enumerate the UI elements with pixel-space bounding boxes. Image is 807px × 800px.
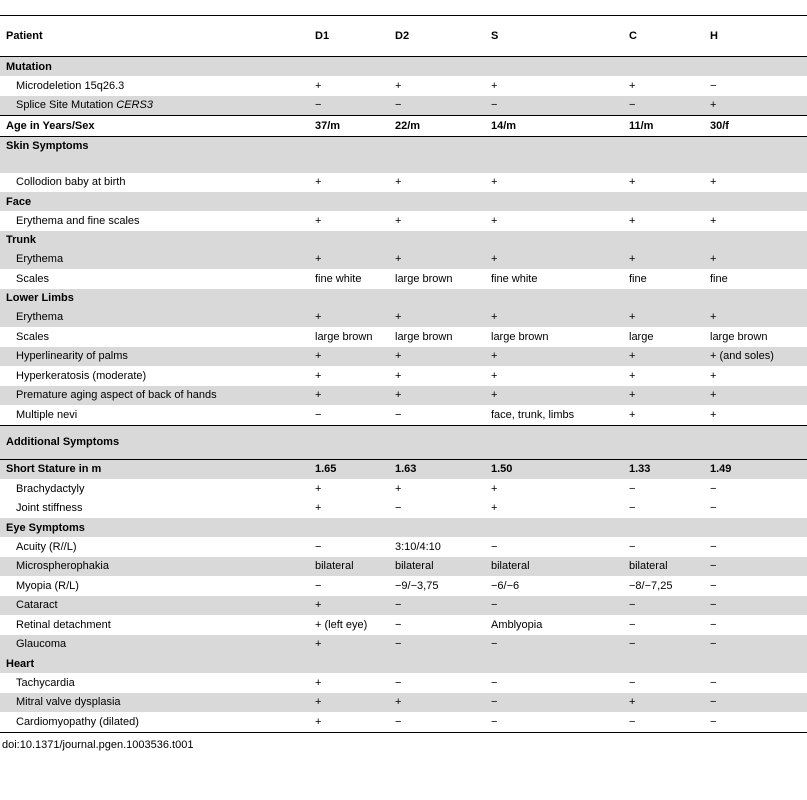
value-cell: + xyxy=(315,482,322,495)
value-cell: + xyxy=(623,347,704,367)
value-cell: 1.50 xyxy=(485,459,623,479)
table-row xyxy=(0,673,807,693)
row-label: Erythema xyxy=(0,308,309,328)
value-cell: − xyxy=(629,676,636,689)
value-cell: + xyxy=(395,214,402,227)
value-cell: − xyxy=(395,618,402,631)
value-cell: + xyxy=(491,176,498,189)
table-row xyxy=(0,405,807,425)
section-row xyxy=(0,136,807,173)
top-rule xyxy=(0,0,807,16)
value-cell: + xyxy=(710,214,717,227)
row-label: Microspherophakia xyxy=(0,557,309,577)
gene-name: CERS3 xyxy=(116,99,153,112)
value-cell: − xyxy=(710,676,717,689)
row-label xyxy=(0,96,309,116)
value-cell: − xyxy=(485,96,623,116)
value-cell: bilateral xyxy=(309,557,389,577)
value-cell: − xyxy=(315,408,322,421)
header-cell: Patient xyxy=(0,16,309,57)
value-cell: + xyxy=(704,96,807,116)
value-cell: + xyxy=(389,250,485,270)
table-row xyxy=(0,250,807,270)
value-cell: − xyxy=(389,96,485,116)
value-cell: + xyxy=(315,214,322,227)
value-cell: + xyxy=(309,386,389,406)
value-cell: + xyxy=(704,386,807,406)
value-cell: large brown xyxy=(395,272,453,285)
value-cell: + (left eye) xyxy=(315,618,368,631)
value-cell: −9/−3,75 xyxy=(395,579,439,592)
table-row xyxy=(0,327,807,347)
value-cell: + xyxy=(485,347,623,367)
value-cell: + xyxy=(309,712,389,732)
table-row xyxy=(0,712,807,732)
doi-footer: doi:10.1371/journal.pgen.1003536.t001 xyxy=(2,738,194,751)
value-cell: + xyxy=(485,386,623,406)
value-cell: − xyxy=(704,693,807,713)
section-row xyxy=(0,425,807,459)
value-cell: − xyxy=(491,540,498,553)
value-cell: − xyxy=(309,96,389,116)
section-row xyxy=(0,518,807,537)
value-cell: − xyxy=(704,712,807,732)
value-cell: − xyxy=(485,635,623,655)
value-cell: 11/m xyxy=(623,116,704,137)
value-cell: large brown xyxy=(315,330,373,343)
table-header-row xyxy=(0,16,807,57)
value-cell: face, trunk, limbs xyxy=(491,408,575,421)
value-cell: + xyxy=(395,176,402,189)
value-cell: + xyxy=(309,250,389,270)
value-cell: + xyxy=(485,250,623,270)
value-cell: + xyxy=(389,386,485,406)
value-cell: + xyxy=(315,176,322,189)
value-cell: − xyxy=(389,596,485,616)
value-cell: + xyxy=(309,308,389,328)
row-label: Retinal detachment xyxy=(16,618,111,631)
row-label: Scales xyxy=(16,330,50,343)
value-cell: − xyxy=(629,618,636,631)
header-cell: D1 xyxy=(309,16,389,57)
value-cell: 1.65 xyxy=(309,459,389,479)
value-cell: + xyxy=(491,214,498,227)
value-cell: − xyxy=(710,618,717,631)
value-cell: − xyxy=(704,596,807,616)
value-cell: + xyxy=(315,676,322,689)
value-cell: − xyxy=(623,712,704,732)
value-cell: −6/−6 xyxy=(491,579,520,592)
header-cell: S xyxy=(485,16,623,57)
value-cell: − xyxy=(623,96,704,116)
value-cell: − xyxy=(315,540,322,553)
value-cell: − xyxy=(485,596,623,616)
section-label: Eye Symptoms xyxy=(0,518,807,537)
value-cell: + xyxy=(623,308,704,328)
section-label: Heart xyxy=(0,654,807,673)
value-cell: + xyxy=(389,347,485,367)
value-cell: 22/m xyxy=(389,116,485,137)
row-label: Mitral valve dysplasia xyxy=(0,693,309,713)
value-cell: + xyxy=(704,308,807,328)
value-cell: + xyxy=(315,369,322,382)
section-label: Additional Symptoms xyxy=(0,425,807,459)
row-label: Premature aging aspect of back of hands xyxy=(0,386,309,406)
value-cell: + xyxy=(710,408,717,421)
table-row xyxy=(0,576,807,596)
value-cell: large brown xyxy=(491,330,549,343)
row-label-text: Splice Site Mutation xyxy=(16,99,117,112)
value-cell: + xyxy=(315,502,322,515)
value-cell: − xyxy=(395,502,402,515)
table-row xyxy=(0,386,807,406)
value-cell: − xyxy=(623,596,704,616)
row-label: Cardiomyopathy (dilated) xyxy=(0,712,309,732)
table-row xyxy=(0,173,807,193)
value-cell: + xyxy=(491,369,498,382)
value-cell: − xyxy=(710,579,717,592)
value-cell: 30/f xyxy=(704,116,807,137)
value-cell: − xyxy=(704,635,807,655)
value-cell: − xyxy=(629,502,636,515)
value-cell: large xyxy=(629,330,654,343)
value-cell: 1.49 xyxy=(704,459,807,479)
value-cell: + xyxy=(309,635,389,655)
table-row xyxy=(0,96,807,116)
value-cell: + xyxy=(623,250,704,270)
section-row xyxy=(0,289,807,308)
row-label: Hyperkeratosis (moderate) xyxy=(16,369,147,382)
value-cell: fine xyxy=(710,272,728,285)
value-cell: − xyxy=(710,482,717,495)
value-cell: + xyxy=(315,79,322,92)
table-row xyxy=(0,347,807,367)
value-cell: + xyxy=(491,482,498,495)
section-row xyxy=(0,231,807,250)
value-cell: fine xyxy=(629,272,647,285)
value-cell: 14/m xyxy=(485,116,623,137)
value-cell: + xyxy=(704,250,807,270)
section-row xyxy=(0,654,807,673)
table-row xyxy=(0,116,807,137)
value-cell: + xyxy=(389,693,485,713)
section-label: Face xyxy=(0,192,807,211)
value-cell: − xyxy=(710,502,717,515)
header-cell: D2 xyxy=(389,16,485,57)
row-label: Tachycardia xyxy=(16,676,75,689)
table-row xyxy=(0,499,807,519)
value-cell: + xyxy=(629,176,636,189)
value-cell: + (and soles) xyxy=(704,347,807,367)
value-cell: − xyxy=(395,408,402,421)
table-row xyxy=(0,615,807,635)
table-row xyxy=(0,537,807,557)
row-label: Microdeletion 15q26.3 xyxy=(16,79,125,92)
table-row xyxy=(0,269,807,289)
value-cell: − xyxy=(704,557,807,577)
value-cell: + xyxy=(395,482,402,495)
value-cell: − xyxy=(485,693,623,713)
value-cell: + xyxy=(491,502,498,515)
value-cell: + xyxy=(395,79,402,92)
value-cell: − xyxy=(395,676,402,689)
value-cell: + xyxy=(629,408,636,421)
row-label: Brachydactyly xyxy=(16,482,85,495)
table-row xyxy=(0,693,807,713)
section-label: Mutation xyxy=(0,57,807,77)
value-cell: − xyxy=(485,712,623,732)
row-label: Myopia (R/L) xyxy=(16,579,79,592)
value-cell: + xyxy=(710,369,717,382)
section-label: Skin Symptoms xyxy=(0,136,807,173)
value-cell: − xyxy=(629,540,636,553)
value-cell: bilateral xyxy=(623,557,704,577)
section-label: Trunk xyxy=(0,231,807,250)
row-label: Joint stiffness xyxy=(16,502,83,515)
row-label: Glaucoma xyxy=(0,635,309,655)
row-label: Short Stature in m xyxy=(0,459,309,479)
value-cell: + xyxy=(710,176,717,189)
section-label: Lower Limbs xyxy=(0,289,807,308)
table-row xyxy=(0,459,807,479)
row-label: Erythema xyxy=(0,250,309,270)
value-cell: − xyxy=(623,635,704,655)
row-label: Acuity (R//L) xyxy=(16,540,77,553)
value-cell: fine white xyxy=(491,272,538,285)
row-label: Age in Years/Sex xyxy=(0,116,309,137)
section-row xyxy=(0,192,807,211)
table-row xyxy=(0,366,807,386)
value-cell: + xyxy=(629,214,636,227)
value-cell: + xyxy=(309,693,389,713)
value-cell: 1.33 xyxy=(623,459,704,479)
section-row xyxy=(0,57,807,77)
value-cell: + xyxy=(309,347,389,367)
value-cell: + xyxy=(485,308,623,328)
value-cell: + xyxy=(629,79,636,92)
row-label: Collodion baby at birth xyxy=(16,176,126,189)
value-cell: large brown xyxy=(710,330,768,343)
value-cell: − xyxy=(710,540,717,553)
value-cell: + xyxy=(395,369,402,382)
value-cell: + xyxy=(623,693,704,713)
value-cell: bilateral xyxy=(389,557,485,577)
table-row xyxy=(0,308,807,328)
value-cell: fine white xyxy=(315,272,362,285)
value-cell: − xyxy=(629,482,636,495)
table-row xyxy=(0,635,807,655)
value-cell: bilateral xyxy=(485,557,623,577)
value-cell: large brown xyxy=(395,330,453,343)
value-cell: 1.63 xyxy=(389,459,485,479)
value-cell: − xyxy=(389,712,485,732)
row-label: Scales xyxy=(16,272,50,285)
header-cell: H xyxy=(704,16,807,57)
row-label: Cataract xyxy=(0,596,309,616)
value-cell: Amblyopia xyxy=(491,618,543,631)
table-row xyxy=(0,596,807,616)
value-cell: 3:10/4:10 xyxy=(395,540,441,553)
table-row xyxy=(0,479,807,499)
value-cell: − xyxy=(389,635,485,655)
row-label: Multiple nevi xyxy=(16,408,78,421)
value-cell: − xyxy=(710,79,717,92)
value-cell: + xyxy=(629,369,636,382)
value-cell: + xyxy=(491,79,498,92)
value-cell: + xyxy=(309,596,389,616)
table-row xyxy=(0,76,807,96)
header-cell: C xyxy=(623,16,704,57)
row-label: Hyperlinearity of palms xyxy=(0,347,309,367)
table-row xyxy=(0,211,807,231)
value-cell: − xyxy=(491,676,498,689)
value-cell: + xyxy=(389,308,485,328)
value-cell: −8/−7,25 xyxy=(629,579,673,592)
table-row xyxy=(0,557,807,577)
value-cell: − xyxy=(315,579,322,592)
value-cell: 37/m xyxy=(309,116,389,137)
value-cell: + xyxy=(623,386,704,406)
row-label: Erythema and fine scales xyxy=(16,214,140,227)
